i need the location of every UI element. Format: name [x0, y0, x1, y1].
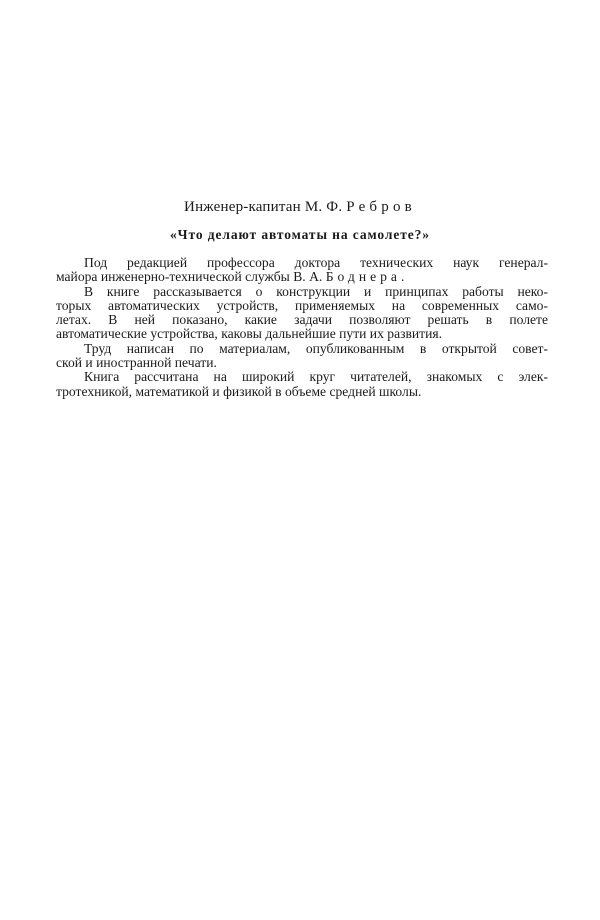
text-line: Труд написан по материалам, опубликованным в открытой совет-: [84, 340, 548, 356]
text-line: автоматические устройства, каковы дальнейшие пути их развития.: [56, 326, 443, 342]
text-line: Под редакцией профессора доктора технических наук генерал-: [84, 255, 548, 270]
text-line: В книге рассказывается о конструкции и принципах работы неко-: [84, 283, 548, 299]
text-line: летах. В ней показано, какие задачи позволяют решать в полете: [56, 312, 548, 328]
text-line: [56, 270, 548, 284]
editor-surname: Боднера: [325, 269, 401, 285]
annotation-text: [56, 256, 548, 399]
text-fragment: майора инженерно-технической службы В. А.: [56, 269, 326, 285]
text-line: ской и иностранной печати.: [56, 355, 217, 371]
book-title: «Что делают автоматы на самолете?»: [170, 227, 430, 242]
text-line: Книга рассчитана на широкий круг читателей, знакомых с элек-: [84, 369, 548, 385]
text-line: торых автоматических устройств, применяемых на современных само-: [56, 297, 548, 313]
author-line: [0, 198, 600, 216]
text-line: тротехникой, математикой и физикой в объеме средней школы.: [56, 383, 422, 399]
text-fragment: .: [400, 269, 405, 285]
author-rank-initials: Инженер-капитан М. Ф.: [184, 199, 347, 215]
author-surname: Ребров: [346, 199, 416, 215]
